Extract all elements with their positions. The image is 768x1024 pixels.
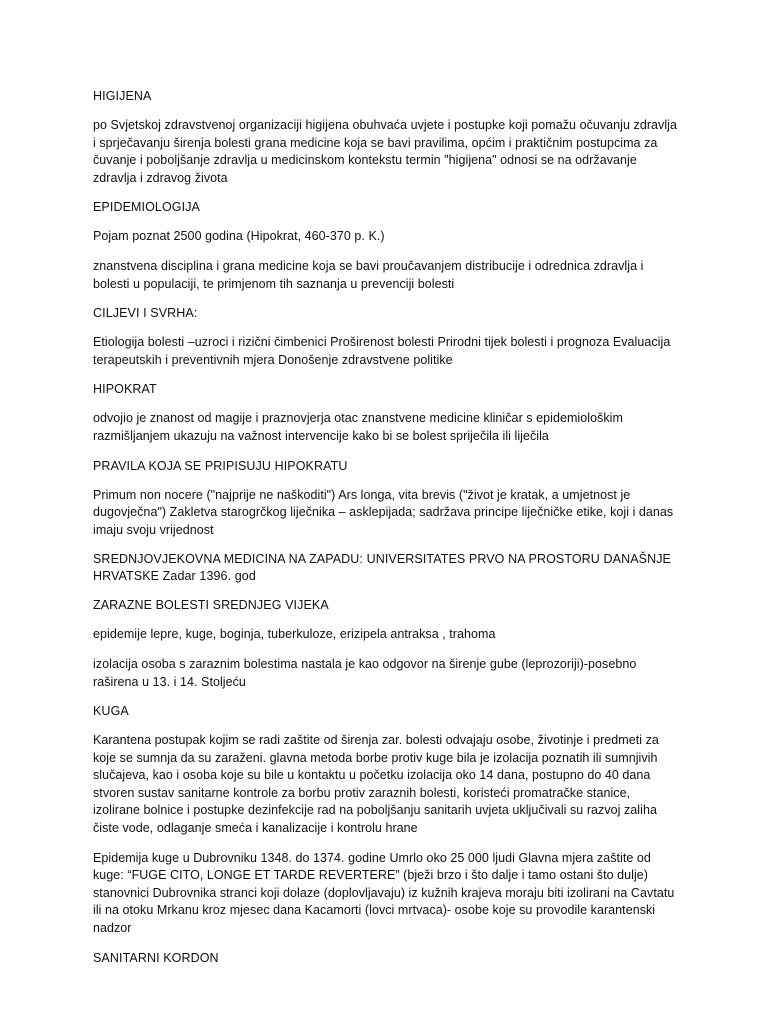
paragraph: epidemije lepre, kuge, boginja, tuberkuloze, erizipela antraksa , trahoma — [93, 627, 496, 642]
paragraph: po Svjetskoj zdravstvenoj organizaciji higijena obuhvaća uvjete i postupke koji pomažu očuvanju zdravlja i sprječavanju širenja bolesti grana medicine koja se bavi pravilima, općim i praktičnim postupcima za čuvanje i poboljšanje zdravlja u medicinskom kontekstu termin "higijena" odnosi se na održavanje zdravlja i zdravog života — [93, 118, 678, 185]
section-heading: SANITARNI KORDON — [93, 950, 219, 965]
paragraph: Karantena postupak kojim se radi zaštite od širenja zar. bolesti odvajaju osobe, životinje i predmeti za koje se sumnja da su zaraženi. glavna metoda borbe protiv kuge bila je izolacija poznatih ili sumnjivih slučajeva, kao i osoba koje su bile u kontaktu u početku izolacija oko 14 dana, postupno do 40 dana stvoren sustav sanitarne kontrole za borbu protiv zaraznih bolesti, koristeći promatračke stanice, izolirane bolnice i postupke dezinfekcije rad na poboljšanju sanitarih uvjeta uključivali su razvoj zaliha čiste vode, odlaganje smeća i kanalizacije i kontrolu hrane — [93, 733, 659, 836]
section-heading: ZARAZNE BOLESTI SREDNJEG VIJEKA — [93, 598, 329, 613]
paragraph: znanstvena disciplina i grana medicine koja se bavi proučavanjem distribucije i odrednica zdravlja i bolesti u populaciji, te primjenom tih saznanja u prevenciji bolesti — [93, 258, 644, 291]
paragraph: izolacija osoba s zaraznim bolestima nastala je kao odgovor na širenje gube (leprozoriji)-posebno raširena u 13. i 14. Stoljeću — [93, 656, 637, 689]
section-heading: SREDNJOVJEKOVNA MEDICINA NA ZAPADU: UNIVERSITATES PRVO NA PROSTORU DANAŠNJE HRVATSKE Zadar 1396. god — [93, 552, 671, 584]
paragraph: Primum non nocere ("najprije ne naškoditi") Ars longa, vita brevis ("život je kratak, a umjetnost je dugovječna") Zakletva starogrčkog liječnika – asklepijada; sadržava principe liječničke etike, koji i danas imaju svoju vrijednost — [93, 487, 674, 537]
section-heading: KUGA — [93, 704, 129, 719]
paragraph: Pojam poznat 2500 godina (Hipokrat, 460-370 p. K.) — [93, 229, 385, 244]
paragraph: Etiologija bolesti –uzroci i rizični čimbenici Proširenost bolesti Prirodni tijek bolesti i prognoza Evaluacija terapeutskih i preventivnih mjera Donošenje zdravstvene politike — [93, 335, 671, 367]
section-heading: CILJEVI I SVRHA: — [93, 306, 198, 321]
section-heading: EPIDEMIOLOGIJA — [93, 200, 200, 215]
section-heading: HIGIJENA — [93, 89, 152, 103]
paragraph: Epidemija kuge u Dubrovniku 1348. do 1374. godine Umrlo oko 25 000 ljudi Glavna mjera zaštite od kuge: “FUGE CITO, LONGE ET TARDE REVERTERE” (bježi brzo i što dalje i tamo ostani što dulje) stanovnici Dubrovnika stranci koji dolaze (doplovljavaju) iz kužnih krajeva moraju biti izolirani na Cavtatu ili na otoku Mrkanu kroz mjesec dana Kacamorti (lovci mrtvaca)- osobe koje su provodile karantenski nadzor — [93, 850, 675, 936]
paragraph: odvojio je znanost od magije i praznovjerja otac znanstvene medicine kliničar s epidemiološkim razmišljanjem ukazuju na važnost intervencije kako bi se bolest spriječila ili liječila — [93, 411, 623, 443]
section-heading: HIPOKRAT — [93, 382, 157, 397]
section-heading: PRAVILA KOJA SE PRIPISUJU HIPOKRATU — [93, 458, 348, 473]
